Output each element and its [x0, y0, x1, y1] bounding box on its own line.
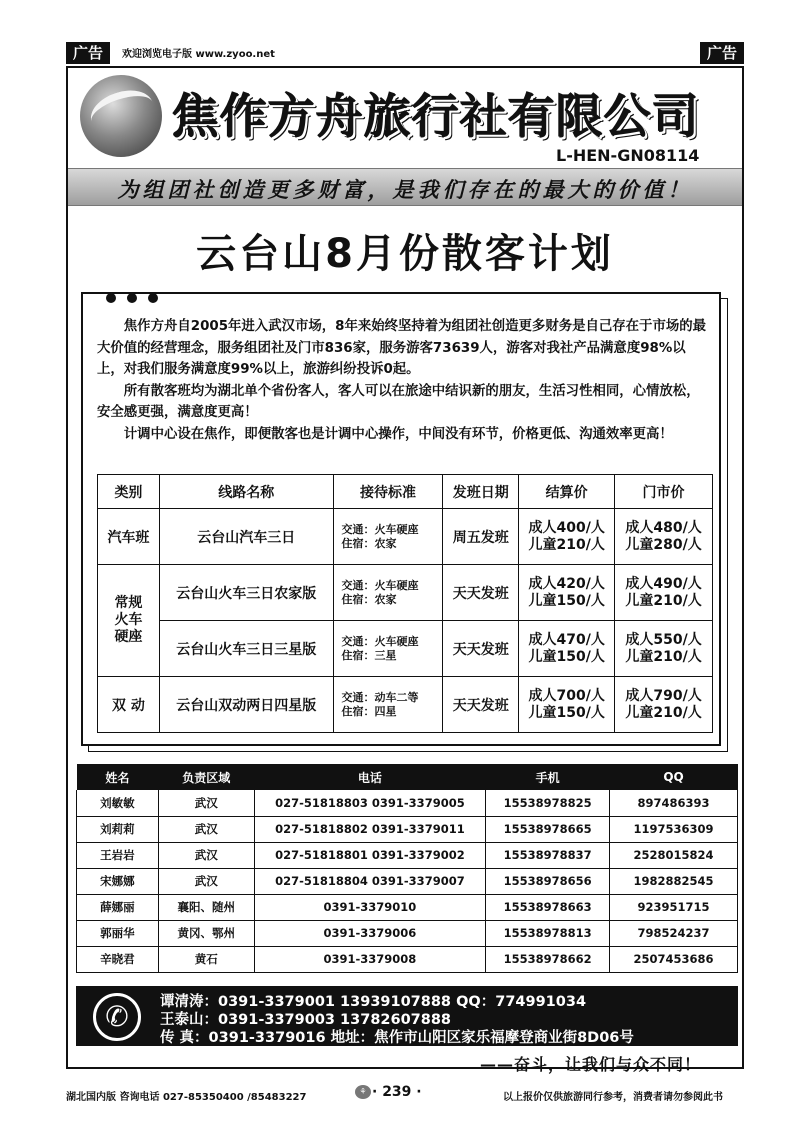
contact-row [77, 920, 738, 946]
contact-phone: 027-51818802 0391-3379011 [254, 816, 486, 842]
phone-icon: ✆ [93, 993, 141, 1041]
route-row [98, 621, 713, 677]
contact-line-3: 传 真：0391-3379016 地址：焦作市山阳区家乐福摩登商业街8D06号 [160, 1030, 634, 1046]
contact-area: 襄阳、随州 [158, 894, 254, 920]
settle-price: 成人420/人 儿童150/人 [519, 565, 615, 621]
contact-area: 武汉 [158, 790, 254, 816]
motto: ——奋斗，让我们与众不同！ [480, 1055, 702, 1074]
route-row [98, 677, 713, 733]
contact-name: 郭丽华 [77, 920, 159, 946]
col-header: 门市价 [615, 475, 713, 509]
contact-name: 王岩岩 [77, 842, 159, 868]
dot-icon [148, 293, 158, 303]
contact-phone: 0391-3379006 [254, 920, 486, 946]
contact-row [77, 946, 738, 972]
dot-icon [106, 293, 116, 303]
contact-name: 辛晓君 [77, 946, 159, 972]
intro-paragraph: 所有散客班均为湖北单个省份客人，客人可以在旅途中结识新的朋友，生活习性相同，心情放松，安全感更强，满意度更高！ [97, 383, 700, 420]
route-date: 周五发班 [443, 509, 519, 565]
contact-line-1: 谭清涛：0391-3379001 13939107888 QQ：774991034 [160, 994, 587, 1010]
contact-qq: 2528015824 [610, 842, 738, 868]
route-date: 天天发班 [443, 621, 519, 677]
contact-qq: 897486393 [610, 790, 738, 816]
contact-qq: 1197536309 [610, 816, 738, 842]
contact-name: 刘莉莉 [77, 816, 159, 842]
license-number: L-HEN-GN08114 [556, 146, 700, 165]
retail-price: 成人550/人 儿童210/人 [615, 621, 713, 677]
route-header-row [98, 475, 713, 509]
contact-mobile: 15538978656 [486, 868, 610, 894]
col-header: 姓名 [77, 764, 159, 790]
route-date: 天天发班 [443, 565, 519, 621]
ad-tag-right: 广告 [700, 42, 744, 64]
ad-tag-left: 广告 [66, 42, 110, 64]
contact-phone: 027-51818804 0391-3379007 [254, 868, 486, 894]
page-number: · 239 · [372, 1084, 422, 1100]
route-date: 天天发班 [443, 677, 519, 733]
plan-title: 云台山8月份散客计划 [196, 231, 614, 277]
contact-mobile: 15538978663 [486, 894, 610, 920]
settle-price: 成人470/人 儿童150/人 [519, 621, 615, 677]
contact-qq: 798524237 [610, 920, 738, 946]
contact-line-2: 王泰山：0391-3379003 13782607888 [160, 1012, 452, 1028]
retail-price: 成人480/人 儿童280/人 [615, 509, 713, 565]
route-standard: 交通：火车硬座 住宿：农家 [333, 565, 443, 621]
col-header: 电话 [254, 764, 486, 790]
contact-mobile: 15538978813 [486, 920, 610, 946]
settle-price: 成人700/人 儿童150/人 [519, 677, 615, 733]
contact-mobile: 15538978665 [486, 816, 610, 842]
contact-row [77, 894, 738, 920]
contact-phone: 027-51818803 0391-3379005 [254, 790, 486, 816]
contacts-table [76, 764, 738, 973]
slogan: 为组团社创造更多财富，是我们存在的最大的价值！ [117, 177, 693, 202]
contact-row [77, 790, 738, 816]
dot-icon [127, 293, 137, 303]
company-name: 焦作方舟旅行社有限公司 [172, 90, 700, 145]
footer-right: 以上报价仅供旅游同行参考，消费者请勿参阅此书 [503, 1092, 723, 1103]
decor-dots [106, 288, 169, 307]
contact-area: 武汉 [158, 816, 254, 842]
route-table [97, 474, 713, 733]
intro-paragraph: 计调中心设在焦作，即便散客也是计调中心操作，中间没有环节，价格更低、沟通效率更高！ [123, 426, 673, 442]
contact-qq: 2507453686 [610, 946, 738, 972]
contact-area: 黄冈、鄂州 [158, 920, 254, 946]
contact-mobile: 15538978837 [486, 842, 610, 868]
page-badge-icon: ⚘ [355, 1085, 371, 1099]
col-header: 负责区域 [158, 764, 254, 790]
route-name: 云台山火车三日农家版 [159, 565, 333, 621]
retail-price: 成人490/人 儿童210/人 [615, 565, 713, 621]
route-standard: 交通：火车硬座 住宿：农家 [333, 509, 443, 565]
col-header: QQ [610, 764, 738, 790]
contact-qq: 1982882545 [610, 868, 738, 894]
route-standard: 交通：动车二等 住宿：四星 [333, 677, 443, 733]
contact-row [77, 842, 738, 868]
retail-price: 成人790/人 儿童210/人 [615, 677, 713, 733]
route-name: 云台山汽车三日 [159, 509, 333, 565]
route-name: 云台山双动两日四星版 [159, 677, 333, 733]
col-header: 接待标准 [333, 475, 443, 509]
site-text[interactable]: 欢迎浏览电子版 www.zyoo.net [122, 49, 275, 60]
route-name: 云台山火车三日三星版 [159, 621, 333, 677]
route-category: 双 动 [98, 677, 160, 733]
contact-phone: 0391-3379010 [254, 894, 486, 920]
route-category: 常规 火车 硬座 [98, 565, 160, 677]
contact-phone: 027-51818801 0391-3379002 [254, 842, 486, 868]
col-header: 手机 [486, 764, 610, 790]
contact-name: 刘敏敏 [77, 790, 159, 816]
route-row [98, 565, 713, 621]
contact-row [77, 816, 738, 842]
settle-price: 成人400/人 儿童210/人 [519, 509, 615, 565]
col-header: 线路名称 [159, 475, 333, 509]
contact-area: 黄石 [158, 946, 254, 972]
route-row [98, 509, 713, 565]
contact-mobile: 15538978825 [486, 790, 610, 816]
contact-phone: 0391-3379008 [254, 946, 486, 972]
col-header: 发班日期 [443, 475, 519, 509]
contact-row [77, 868, 738, 894]
contact-area: 武汉 [158, 842, 254, 868]
route-category: 汽车班 [98, 509, 160, 565]
intro-paragraph: 焦作方舟自2005年进入武汉市场，8年来始终坚持着为组团社创造更多财务是自己存在于市场的最大价值的经营理念，服务组团社及门市836家，服务游客73639人，游客对我社产品满意度98%以上，对我们服务满意度99%以上，旅游纠纷投诉0起。 [97, 319, 707, 377]
contact-qq: 923951715 [610, 894, 738, 920]
col-header: 类别 [98, 475, 160, 509]
contact-name: 宋娜娜 [77, 868, 159, 894]
contact-area: 武汉 [158, 868, 254, 894]
intro-text [97, 316, 707, 445]
contact-name: 薛娜丽 [77, 894, 159, 920]
footer-left: 湖北国内版 咨询电话 027-85350400 /85483227 [66, 1092, 307, 1103]
route-standard: 交通：火车硬座 住宿：三星 [333, 621, 443, 677]
contact-mobile: 15538978662 [486, 946, 610, 972]
col-header: 结算价 [519, 475, 615, 509]
contacts-header-row [77, 764, 738, 790]
